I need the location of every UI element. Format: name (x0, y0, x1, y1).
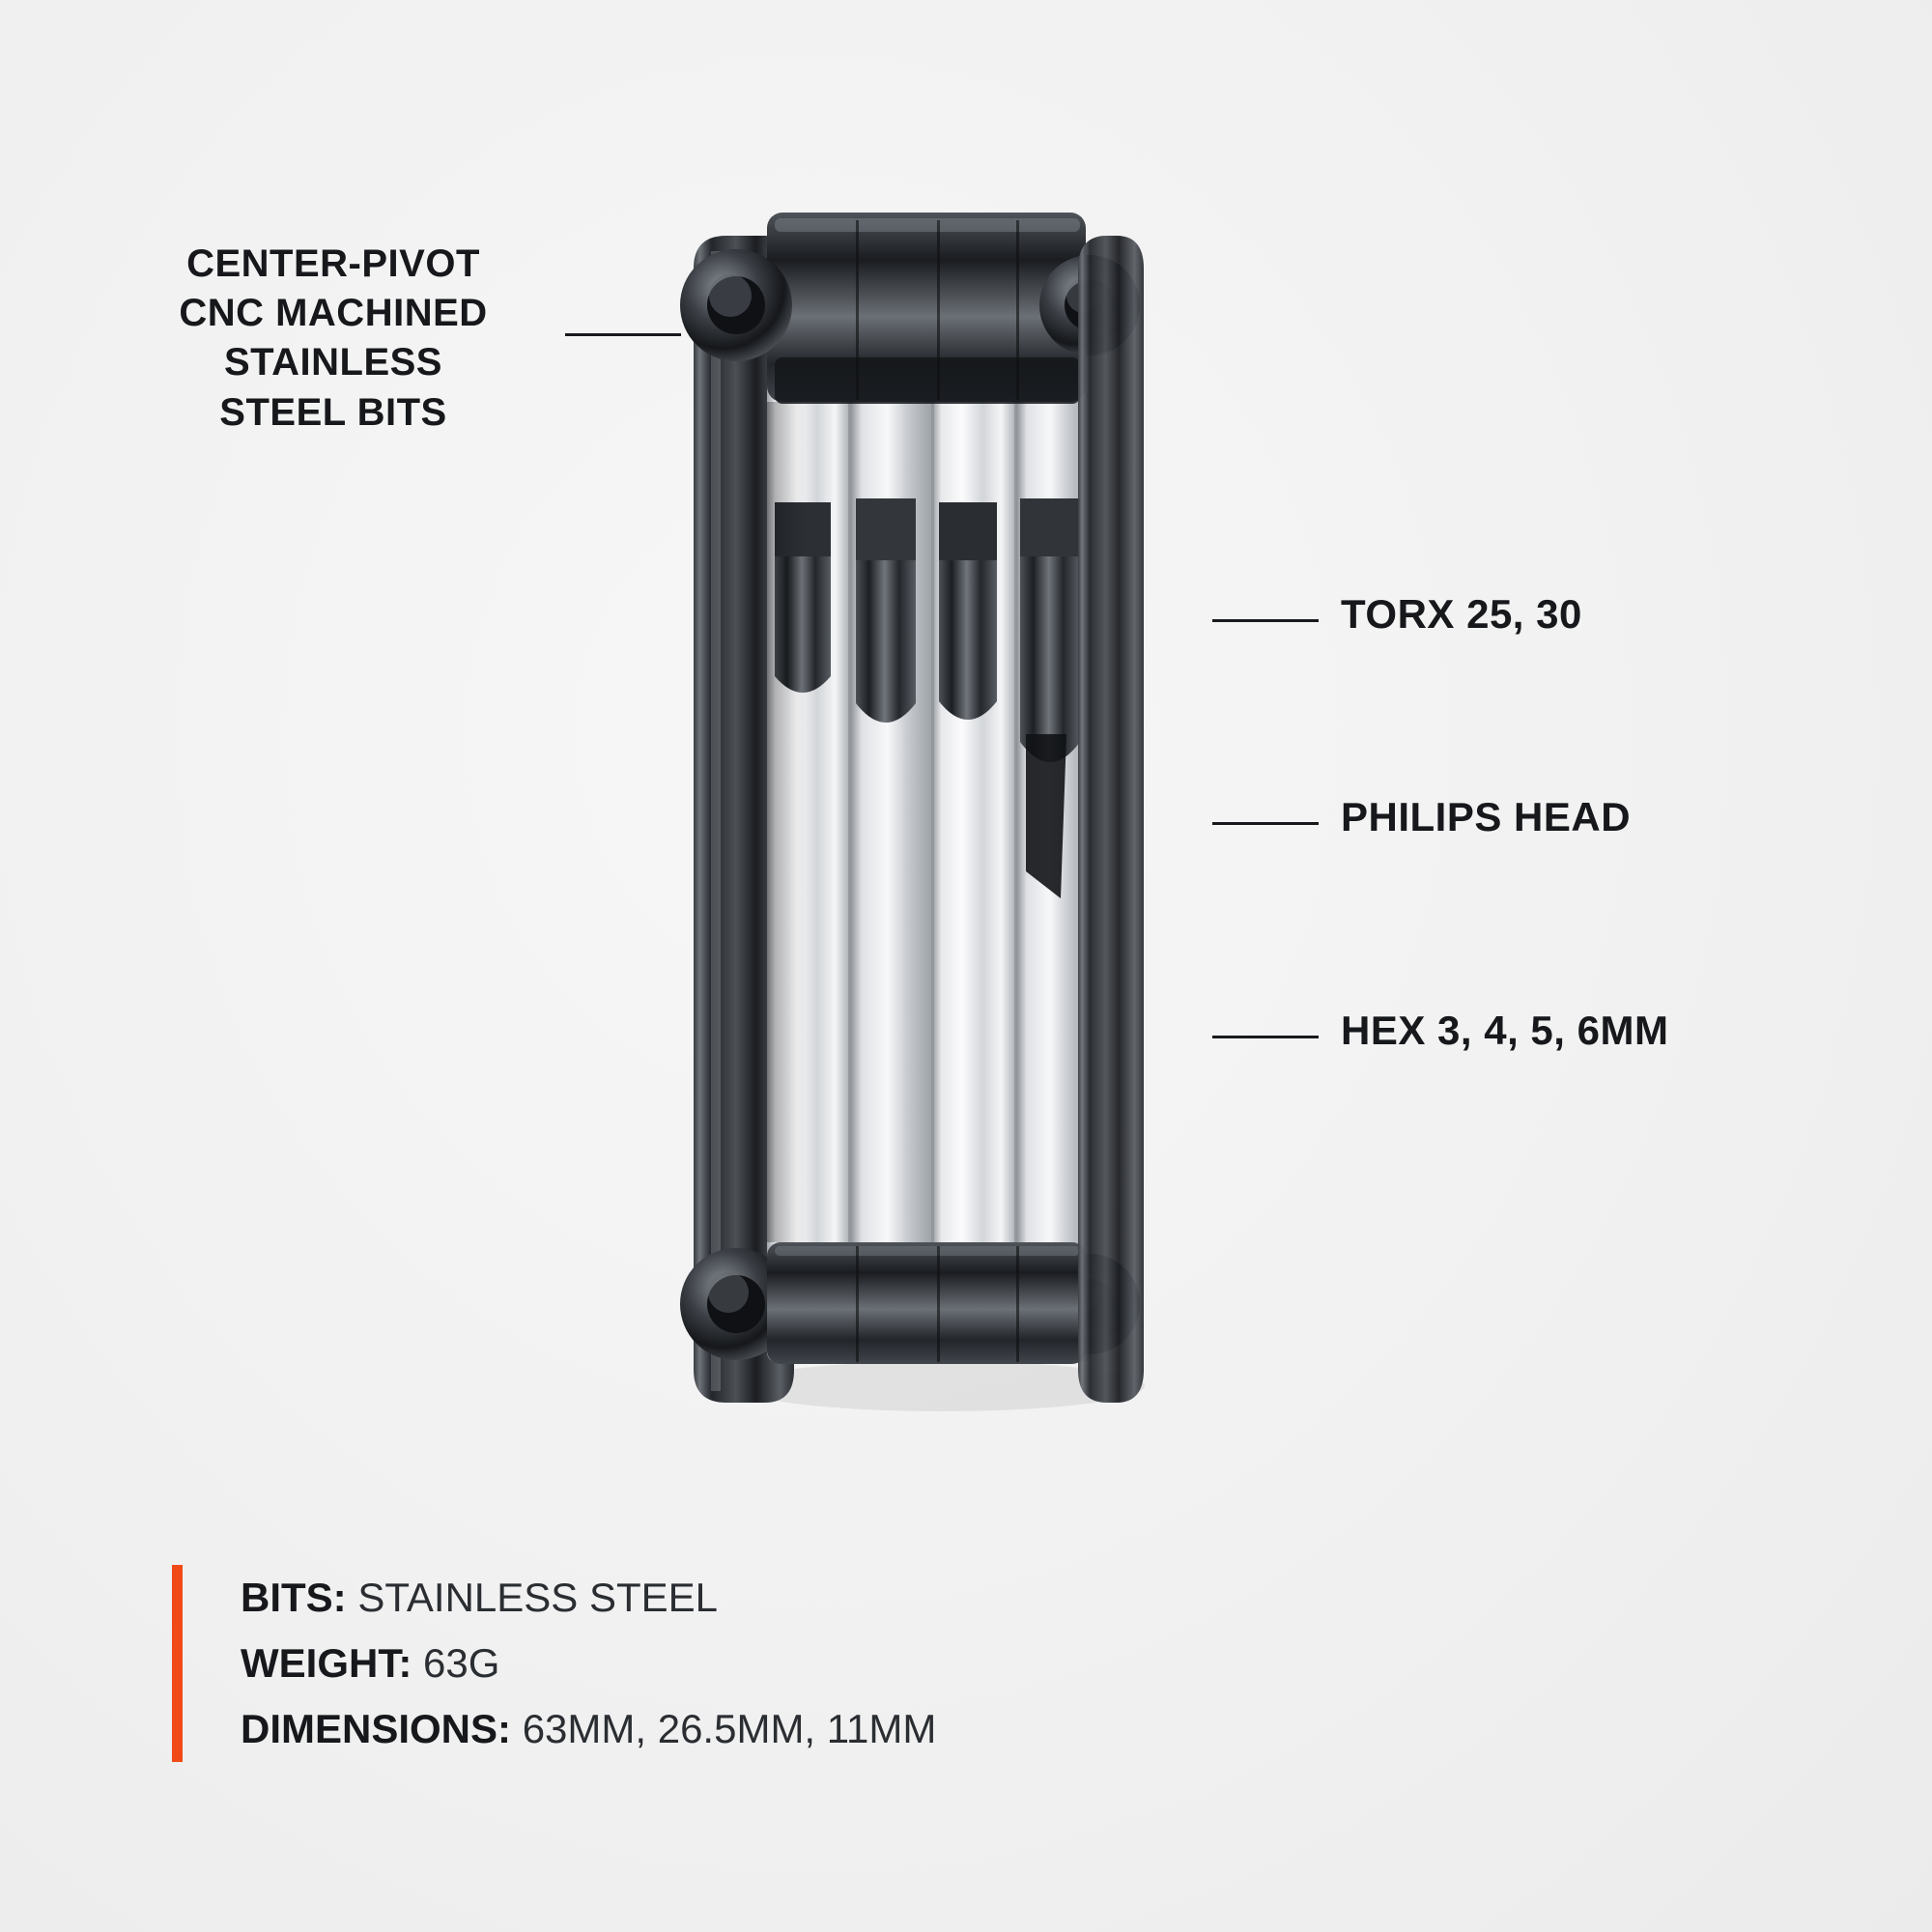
philips-leader-line (1212, 822, 1319, 825)
hex-leader-line (1212, 1036, 1319, 1038)
torx-leader-line (1212, 619, 1319, 622)
hex-callout: HEX 3, 4, 5, 6MM (1341, 1008, 1669, 1053)
center-pivot-callout (116, 240, 551, 438)
center-pivot-callout-label-2: CNC MACHINED (179, 292, 488, 335)
spec-list (172, 1565, 936, 1762)
spec-row (241, 1631, 936, 1696)
spec-row (241, 1696, 936, 1762)
spec-value: 63G (422, 1640, 500, 1687)
center-pivot-callout-label-4: STEEL BITS (219, 390, 447, 434)
spec-key: BITS: (241, 1575, 347, 1620)
spec-value: STAINLESS STEEL (357, 1575, 719, 1620)
spec-key: DIMENSIONS: (241, 1706, 512, 1752)
spec-row (241, 1565, 936, 1631)
center-pivot-leader-line (565, 333, 681, 336)
center-pivot-callout-label-3: STAINLESS (223, 341, 442, 384)
center-pivot-callout-label: CENTER-PIVOT (186, 242, 480, 285)
torx-callout: TORX 25, 30 (1341, 591, 1582, 637)
tool-side-plate-right (1078, 236, 1144, 1403)
multi-tool-illustration (667, 213, 1208, 1430)
multi-tool-icon (667, 213, 1208, 1430)
spec-key: WEIGHT: (241, 1640, 412, 1687)
philips-callout: PHILIPS HEAD (1341, 794, 1632, 839)
spec-value: 63MM, 26.5MM, 11MM (522, 1706, 937, 1752)
